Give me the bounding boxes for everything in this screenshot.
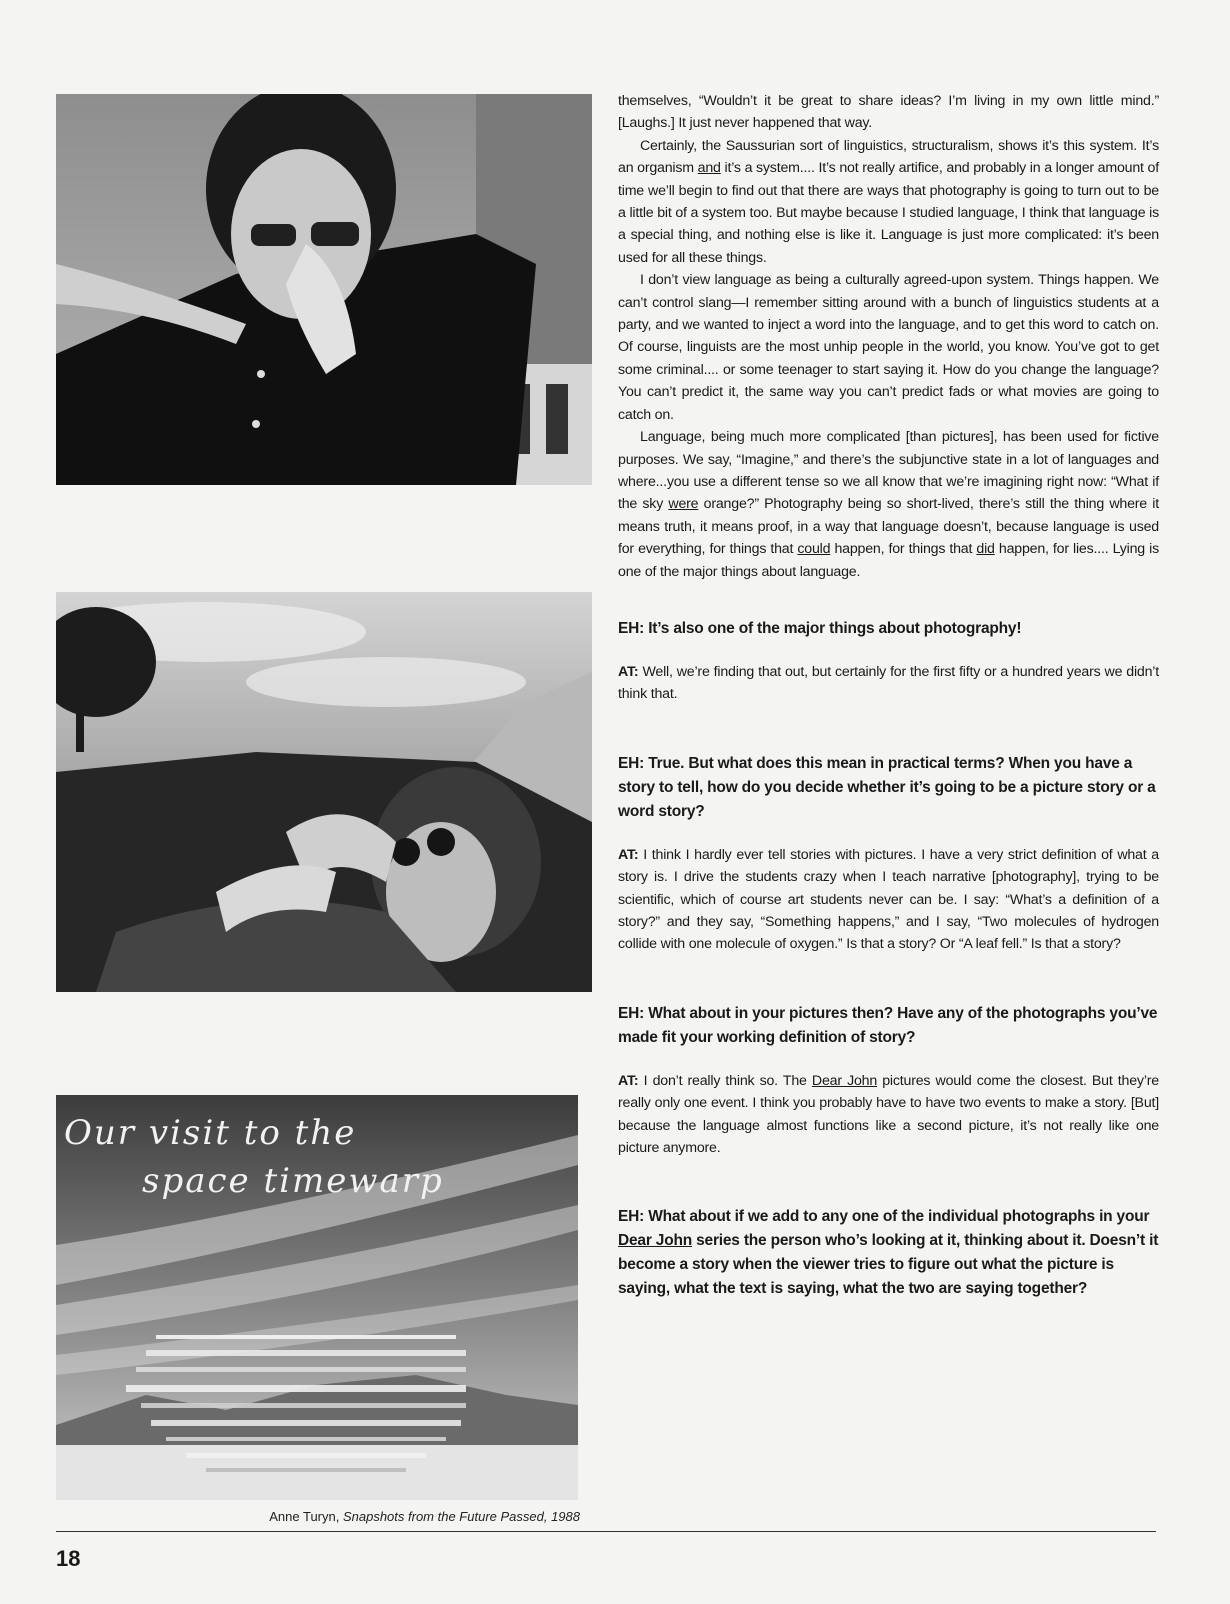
interviewer-question: EH: What about if we add to any one of the individual photographs in your Dear John series the person who’s looking at it, thinking about it. Doesn’t it become a story when the viewer tries to figure out what the picture is saying, what the text is saying, what the two are saying together? [618, 1208, 1159, 1298]
paragraph: Language, being much more complicated [than pictures], has been used for fictive purposes. We say, “Imagine,” and there’s the subjunctive state in a lot of languages and where...you use a different tense so we all know that we’re imagining right now: “What if the sky were orange?” Photography being so short-lived, there’s still the thing where it means truth, it means proof, in a way that language doesn’t, because language is used for everything, for things that could happen, for things that did happen, for lies.... Lying is one of the major things about language. [618, 429, 1159, 580]
paragraph: themselves, “Wouldn’t it be great to share ideas? I’m living in my own little mind.” [Laughs.] It just never happened that way. [618, 93, 1159, 132]
artist-answer: AT: Well, we’re finding that out, but certainly for the first fifty or a hundred years we didn’t think that. [618, 663, 1159, 703]
interviewer-question: EH: What about in your pictures then? Have any of the photographs you’ve made fit your working definition of story? [618, 1004, 1158, 1046]
artist-answer: AT: I don’t really think so. The Dear John pictures would come the closest. But they’re really only one event. I think you probably have to have two events to make a story. [But] because the language almost functions like a second picture, it’s not really like one picture anymore. [618, 1072, 1159, 1156]
caption-title: Snapshots from the Future Passed, 1988 [342, 1509, 580, 1524]
interviewer-question: EH: True. But what does this mean in practical terms? When you have a story to tell, how do you decide whether it’s going to be a picture story or a word story? [618, 754, 1156, 820]
paragraph: Certainly, the Saussurian sort of linguistics, structuralism, shows it’s this system. It’s an organism and it’s a system.... It’s not really artifice, and probably in a longer amount of time we’ll begin to find out that there are ways that photography is going to turn out to be a little bit of a system too. But maybe because I studied language, I think that language is a special thing, and nothing else is like it. Language is just more complicated: it’s been used for all these things. [618, 137, 1159, 266]
interview-text-column [618, 90, 1159, 1301]
photo-space-timewarp [56, 1095, 578, 1500]
photo-binoculars-landscape [56, 592, 592, 992]
artist-answer: AT: I think I hardly ever tell stories with pictures. I have a very strict definition of what a story is. I drive the students crazy when I teach narrative [photography], trying to be scientific, which of course art students never can be. I say: “What’s a definition of a story?” and they say, “Something happens,” and I say, “Two molecules of hydrogen collide with one molecule of oxygen.” Is that a story? Or “A leaf fell.” Is that a story? [618, 846, 1159, 953]
photo-sunglasses-portrait [56, 94, 592, 485]
caption-artist: Anne Turyn, [269, 1509, 343, 1524]
handwriting-line-2: space timewarp [142, 1161, 444, 1201]
photo-caption [200, 1509, 580, 1524]
interviewer-question: EH: It’s also one of the major things about photography! [618, 619, 1022, 637]
handwriting-line-1: Our visit to the [64, 1113, 357, 1153]
page-number: 18 [56, 1546, 81, 1571]
footer-rule [56, 1531, 1156, 1532]
paragraph: I don’t view language as being a culturally agreed-upon system. Things happen. We can’t control slang—I remember sitting around with a bunch of linguistics students at a party, and we wanted to inject a word into the language, and to get this word to catch on. Of course, linguists are the most unhip people in the world, you know. You’ve got to get some criminal.... or some teenager to start saying it. How do you change the language? You can’t predict it, the same way you can’t predict fads or what movies are going to catch on. [618, 272, 1159, 423]
